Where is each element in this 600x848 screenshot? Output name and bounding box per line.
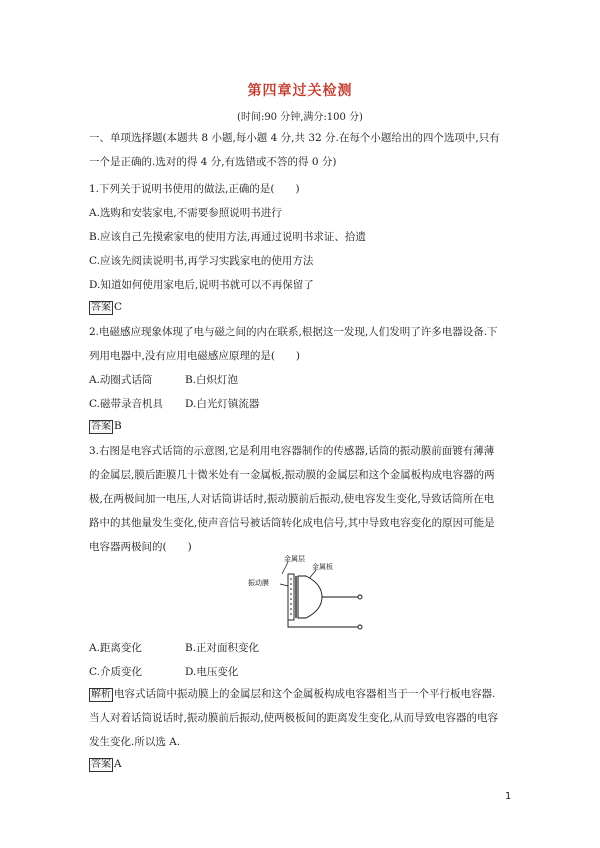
q2-option-a: A.动圈式话筒 xyxy=(89,374,153,386)
q2-answer-value: B xyxy=(114,420,122,432)
label-metal-layer: 金属层 xyxy=(284,555,305,563)
q3-option-c: C.介质变化 xyxy=(89,666,142,678)
diaphragm-membrane xyxy=(288,574,294,620)
q3-options-row-2 xyxy=(89,665,309,679)
exam-info: (时间:90 分钟,满分:100 分) xyxy=(237,112,363,123)
q1-answer xyxy=(89,300,122,315)
q1-option-a: A.选购和安装家电,不需要参照说明书进行 xyxy=(89,207,282,219)
q3-stem-line-5: 电容器两极间的( ) xyxy=(89,541,192,553)
q3-stem-line-1: 3.右图是电容式话筒的示意图,它是利用电容器制作的传感器,话筒的振动膜前面镀有薄薄 xyxy=(89,445,495,457)
q2-stem-line-2: 列用电器中,没有应用电磁感应原理的是( ) xyxy=(89,350,301,362)
q3-stem-line-2: 的金属层,膜后距膜几十微米处有一金属板,振动膜的金属层和这个金属板构成电容器的两 xyxy=(89,469,495,481)
lead-wire-lower xyxy=(288,620,358,627)
q3-analysis-text-1: 电容式话筒中振动膜上的金属层和这个金属板构成电容器相当于一个平行板电容器. xyxy=(114,688,496,700)
label-diaphragm: 振动膜 xyxy=(248,579,269,587)
q2-options-row-2 xyxy=(89,397,309,411)
q2-option-d: D.白光灯镇流器 xyxy=(185,398,260,410)
q3-option-b: B.正对面积变化 xyxy=(185,642,260,654)
page-number: 1 xyxy=(505,791,512,802)
q1-answer-value: C xyxy=(114,301,123,313)
q1-option-b: B.应该自己先摸索家电的使用方法,再通过说明书求证、拾遗 xyxy=(89,231,366,243)
q2-answer xyxy=(89,419,122,434)
q2-option-c: C.磁带录音机具 xyxy=(89,398,163,410)
metal-layer-leader xyxy=(282,562,288,574)
analysis-tag: 解析 xyxy=(91,689,111,700)
metal-plate xyxy=(298,576,322,618)
q3-stem-line-3: 极,在两极间加一电压,人对话筒讲话时,振动膜前后振动,使电容发生变化,导致话筒所在电 xyxy=(89,493,495,505)
answer-tag: 答案 xyxy=(91,759,111,770)
section-heading-line-2: 一个是正确的.选对的得 4 分,有选错或不答的得 0 分) xyxy=(89,156,337,168)
answer-tag: 答案 xyxy=(91,421,111,432)
capacitor-microphone-diagram xyxy=(248,554,368,634)
q1-option-c: C.应该先阅读说明书,再学习实践家电的使用方法 xyxy=(89,255,314,267)
q3-option-d: D.电压变化 xyxy=(185,666,239,678)
q3-stem-line-4: 路中的其他量发生变化,使声音信号被话筒转化成电信号,其中导致电容变化的原因可能是 xyxy=(89,517,495,529)
q3-analysis-line-2: 当人对着话筒说话时,振动膜前后振动,使两极板间的距离发生变化,从而导致电容器的电容 xyxy=(89,712,499,724)
q3-analysis-line-1 xyxy=(89,687,495,702)
q1-stem: 1.下列关于说明书使用的做法,正确的是( ) xyxy=(89,183,300,195)
q3-analysis-line-3: 发生变化.所以选 A. xyxy=(89,736,181,748)
q3-options-row-1 xyxy=(89,641,309,655)
terminal-upper xyxy=(358,595,362,599)
page-title: 第四章过关检测 xyxy=(247,83,353,99)
label-metal-plate: 金属板 xyxy=(312,563,333,571)
answer-tag: 答案 xyxy=(91,302,111,313)
q2-option-b: B.白炽灯泡 xyxy=(185,374,239,386)
terminal-lower xyxy=(358,625,362,629)
q3-option-a: A.距离变化 xyxy=(89,642,142,654)
q1-option-d: D.知道如何使用家电后,说明书就可以不再保留了 xyxy=(89,279,314,291)
q3-answer-value: A xyxy=(114,758,122,770)
q2-options-row-1 xyxy=(89,373,309,387)
q2-stem-line-1: 2.电磁感应现象体现了电与磁之间的内在联系,根据这一发现,人们发明了许多电器设备.下 xyxy=(89,326,498,338)
section-heading-line-1: 一、单项选择题(本题共 8 小题,每小题 4 分,共 32 分.在每个小题给出的四个选项中,只有 xyxy=(89,132,500,144)
diaphragm-leader xyxy=(280,584,288,586)
q3-answer xyxy=(89,757,122,772)
